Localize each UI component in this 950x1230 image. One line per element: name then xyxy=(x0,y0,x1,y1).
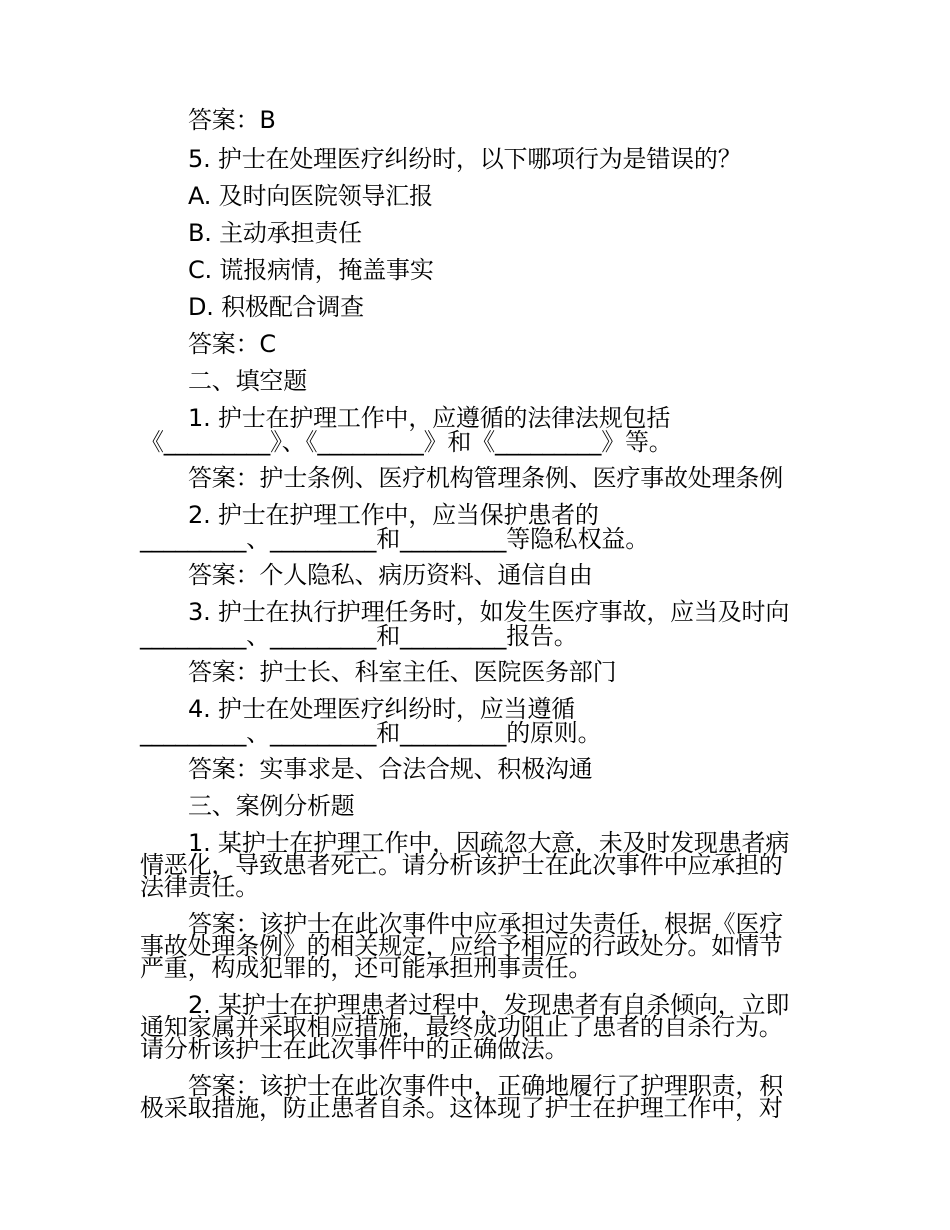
option-d: D. 积极配合调查 xyxy=(188,293,364,321)
answer-line: 答案：护士条例、医疗机构管理条例、医疗事故处理条例 xyxy=(188,464,783,492)
fill-question-1-blanks: 《_________》、《_________》和《_________》等。 xyxy=(140,428,673,456)
fill-question-2-blanks: _________、_________和_________等隐私权益。 xyxy=(140,525,649,553)
case-1-line: 1. 某护士在护理工作中，因疏忽大意，未及时发现患者病 xyxy=(188,829,790,857)
case-2-answer-line: 极采取措施，防止患者自杀。这体现了护士在护理工作中，对 xyxy=(140,1094,783,1122)
option-b: B. 主动承担责任 xyxy=(188,219,362,247)
answer-line: 答案：B xyxy=(188,106,276,134)
case-1-line: 法律责任。 xyxy=(140,873,259,901)
fill-question-3-blanks: _________、_________和_________报告。 xyxy=(140,622,578,650)
option-a: A. 及时向医院领导汇报 xyxy=(188,182,433,210)
section-heading-case-analysis: 三、案例分析题 xyxy=(188,792,355,820)
section-heading-fill-blank: 二、填空题 xyxy=(188,367,307,395)
case-2-answer-line: 答案：该护士在此次事件中，正确地履行了护理职责，积 xyxy=(188,1072,783,1100)
answer-line: 答案：实事求是、合法合规、积极沟通 xyxy=(188,755,593,783)
answer-line: 答案：个人隐私、病历资料、通信自由 xyxy=(188,561,593,589)
case-1-answer-line: 答案：该护士在此次事件中应承担过失责任，根据《医疗 xyxy=(188,910,783,938)
case-1-line: 情恶化，导致患者死亡。请分析该护士在此次事件中应承担的 xyxy=(140,851,783,879)
answer-line: 答案：护士长、科室主任、医院医务部门 xyxy=(188,658,617,686)
fill-question-4-blanks: _________、_________和_________的原则。 xyxy=(140,719,602,747)
fill-question-1: 1. 护士在护理工作中，应遵循的法律法规包括 xyxy=(188,404,671,432)
answer-line: 答案：C xyxy=(188,330,276,358)
case-2-line: 通知家属并采取相应措施，最终成功阻止了患者的自杀行为。 xyxy=(140,1013,783,1041)
case-1-answer-line: 事故处理条例》的相关规定，应给予相应的行政处分。如情节 xyxy=(140,932,783,960)
option-c: C. 谎报病情，掩盖事实 xyxy=(188,256,434,284)
case-2-line: 2. 某护士在护理患者过程中，发现患者有自杀倾向，立即 xyxy=(188,991,790,1019)
fill-question-2: 2. 护士在护理工作中，应当保护患者的 xyxy=(188,501,599,529)
question-5: 5. 护士在处理医疗纠纷时，以下哪项行为是错误的？ xyxy=(188,145,742,173)
fill-question-4: 4. 护士在处理医疗纠纷时，应当遵循 xyxy=(188,695,575,723)
fill-question-3: 3. 护士在执行护理任务时，如发生医疗事故，应当及时向 xyxy=(188,598,790,626)
case-1-answer-line: 严重，构成犯罪的，还可能承担刑事责任。 xyxy=(140,954,593,982)
case-2-line: 请分析该护士在此次事件中的正确做法。 xyxy=(140,1035,569,1063)
